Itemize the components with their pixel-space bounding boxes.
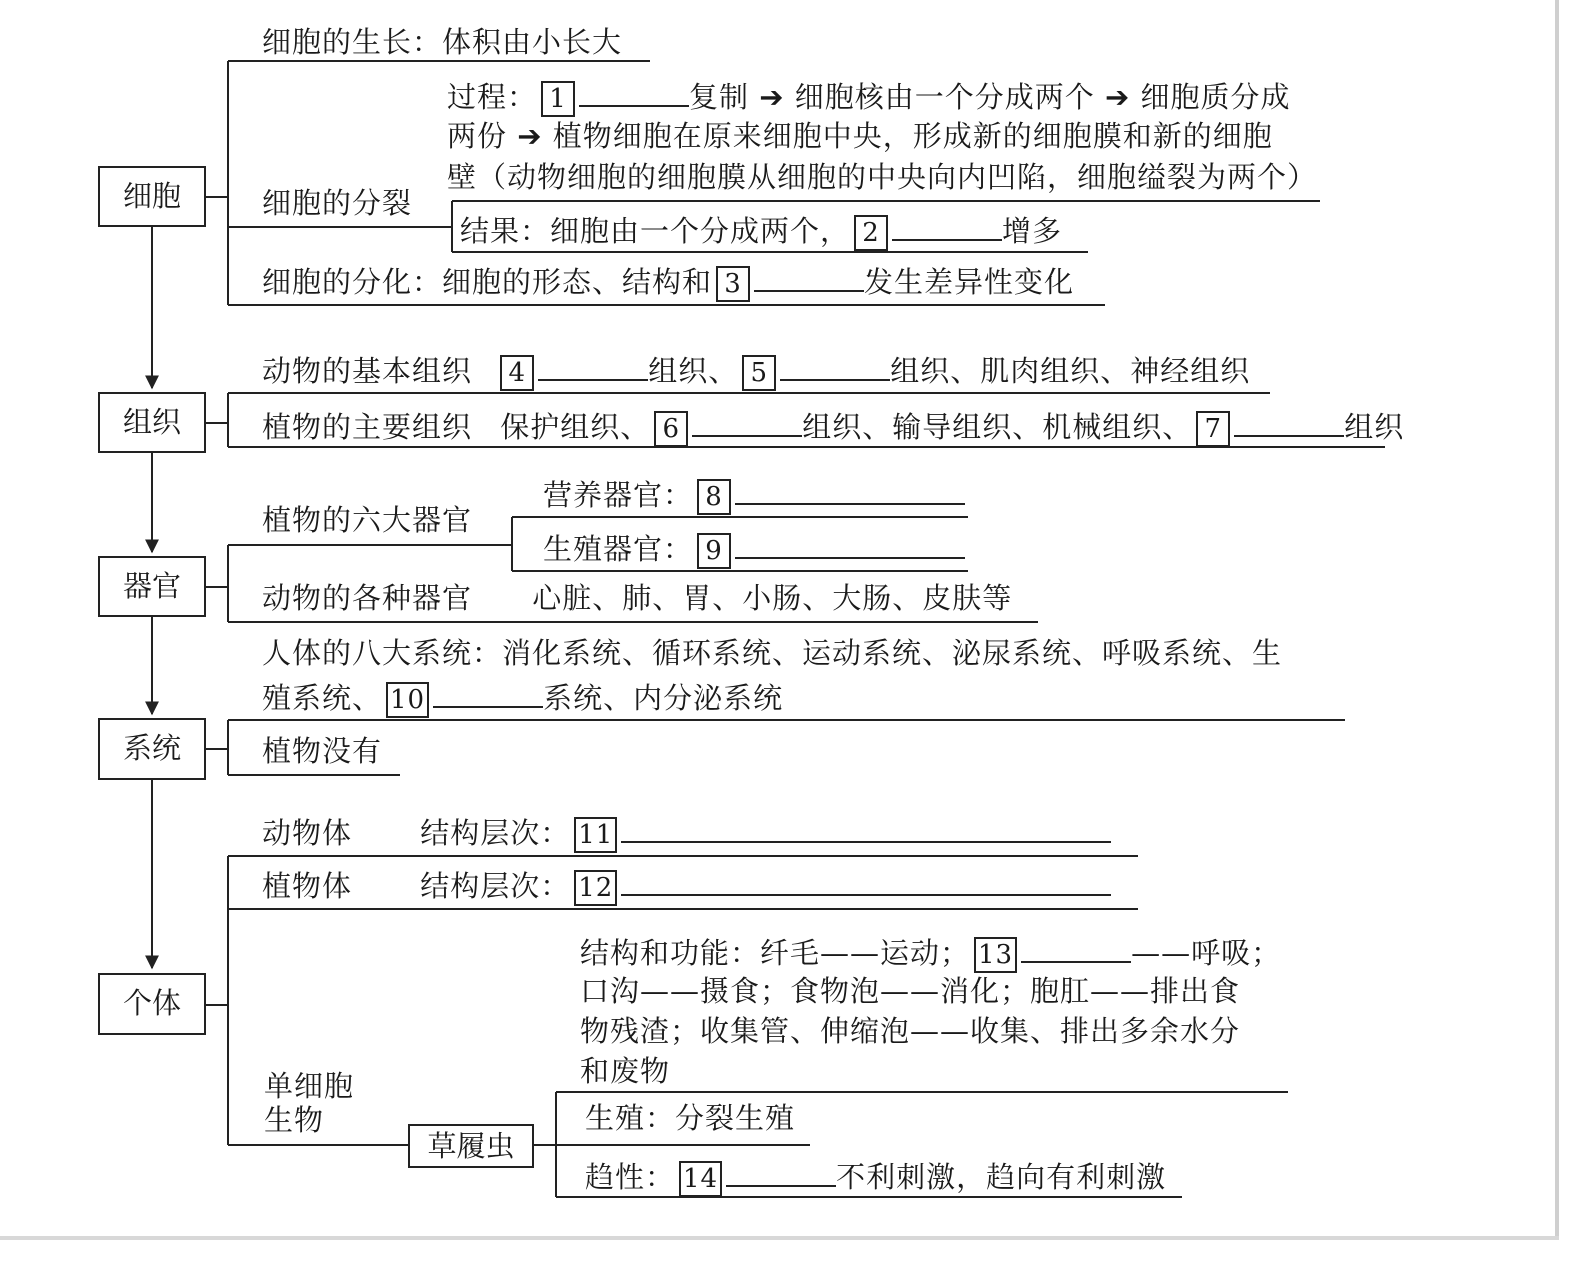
plant-body-line <box>262 864 1111 906</box>
paramecium-structure-line3: 物残渣；收集管、伸缩泡——收集、排出多余水分 <box>580 1014 1241 1048</box>
result-prefix: 结果：细胞由一个分成两个， <box>460 214 851 248</box>
level-box-tissue: 组织 <box>98 392 206 453</box>
blank-number-13: 13 <box>974 937 1017 973</box>
answer-blank-5[interactable] <box>780 349 890 381</box>
answer-blank-9[interactable] <box>735 527 965 559</box>
cell-differentiation-line <box>262 260 1074 302</box>
unicellular-label-line2: 生物 <box>264 1103 325 1137</box>
answer-blank-12[interactable] <box>621 864 1111 896</box>
human-system-suffix: 系统、内分泌系统 <box>543 681 784 715</box>
answer-blank-1[interactable] <box>579 75 689 107</box>
differentiation-suffix: 发生差异性变化 <box>864 265 1075 299</box>
plant-tissue-prefix: 保护组织、 <box>500 410 651 444</box>
cell-division-label: 细胞的分裂 <box>262 186 413 220</box>
plant-structure-prefix: 结构层次： <box>420 869 571 903</box>
human-system-prefix: 殖系统、 <box>262 681 383 715</box>
blank-number-14: 14 <box>679 1161 722 1197</box>
animal-tissue-label: 动物的基本组织 <box>262 354 473 388</box>
answer-blank-2[interactable] <box>892 209 1002 241</box>
answer-blank-13[interactable] <box>1021 931 1131 963</box>
structure-suffix: ——呼吸； <box>1131 936 1282 970</box>
result-suffix: 增多 <box>1002 214 1063 248</box>
animal-tissue-line <box>262 349 1250 391</box>
plant-tissue-line <box>262 405 1404 447</box>
animal-tissue-mid: 组织、 <box>648 354 739 388</box>
division-process-line1 <box>447 75 1291 117</box>
paramecium-taxis-line <box>585 1155 1166 1197</box>
page-edge-bottom <box>0 1236 1559 1240</box>
blank-number-1: 1 <box>541 81 575 117</box>
answer-blank-6[interactable] <box>692 405 802 437</box>
plant-tissue-suffix: 组织 <box>1344 410 1405 444</box>
differentiation-prefix: 细胞的分化：细胞的形态、结构和 <box>262 265 713 299</box>
blank-number-9: 9 <box>697 533 731 569</box>
animal-organ-line <box>262 578 1012 618</box>
blank-number-4: 4 <box>500 355 534 391</box>
animal-body-line <box>262 811 1111 853</box>
level-box-cell: 细胞 <box>98 166 206 227</box>
answer-blank-11[interactable] <box>621 811 1111 843</box>
blank-number-5: 5 <box>742 355 776 391</box>
answer-blank-14[interactable] <box>726 1155 836 1187</box>
blank-number-10: 10 <box>386 682 429 718</box>
taxis-prefix: 趋性： <box>585 1160 676 1194</box>
blank-number-7: 7 <box>1196 411 1230 447</box>
reproductive-organ-line <box>543 527 965 569</box>
blank-number-11: 11 <box>574 817 617 853</box>
cell-growth-text: 细胞的生长：体积由小长大 <box>262 25 623 59</box>
blank-number-12: 12 <box>574 870 617 906</box>
division-result-line <box>460 209 1062 251</box>
paramecium-structure-line4: 和废物 <box>580 1054 671 1088</box>
plant-tissue-mid: 组织、输导组织、机械组织、 <box>802 410 1193 444</box>
blank-number-3: 3 <box>716 266 750 302</box>
process-after-blank: 复制 ➔ 细胞核由一个分成两个 ➔ 细胞质分成 <box>689 80 1291 114</box>
structure-prefix: 结构和功能：纤毛——运动； <box>580 936 971 970</box>
answer-blank-7[interactable] <box>1234 405 1344 437</box>
division-process-line2: 两份 ➔ 植物细胞在原来细胞中央，形成新的细胞膜和新的细胞 <box>447 119 1273 153</box>
division-process-line3: 壁（动物细胞的细胞膜从细胞的中央向内凹陷，细胞缢裂为两个） <box>447 160 1318 194</box>
plant-system-text: 植物没有 <box>262 734 383 768</box>
level-box-organ: 器官 <box>98 556 206 617</box>
paramecium-structure-line1 <box>580 931 1281 973</box>
taxis-suffix: 不利刺激，趋向有利刺激 <box>836 1160 1167 1194</box>
plant-organ-label: 植物的六大器官 <box>262 503 473 537</box>
blank-number-2: 2 <box>854 215 888 251</box>
human-system-line2 <box>262 676 783 718</box>
animal-organ-list: 心脏、肺、胃、小肠、大肠、皮肤等 <box>532 581 1013 615</box>
vegetative-organ-line <box>543 473 965 515</box>
plant-tissue-label: 植物的主要组织 <box>262 410 473 444</box>
reproductive-prefix: 生殖器官： <box>543 532 694 566</box>
animal-tissue-suffix: 组织、肌肉组织、神经组织 <box>890 354 1251 388</box>
animal-structure-prefix: 结构层次： <box>420 816 571 850</box>
level-box-individual: 个体 <box>98 973 206 1035</box>
process-prefix: 过程： <box>447 80 538 114</box>
level-box-system: 系统 <box>98 718 206 780</box>
paramecium-box: 草履虫 <box>408 1124 534 1168</box>
human-system-line1: 人体的八大系统：消化系统、循环系统、运动系统、泌尿系统、呼吸系统、生 <box>262 636 1283 670</box>
paramecium-reproduction: 生殖：分裂生殖 <box>585 1101 796 1135</box>
animal-organ-label: 动物的各种器官 <box>262 581 473 615</box>
answer-blank-4[interactable] <box>538 349 648 381</box>
blank-number-6: 6 <box>654 411 688 447</box>
blank-number-8: 8 <box>697 479 731 515</box>
paramecium-structure-line2: 口沟——摄食；食物泡——消化；胞肛——排出食 <box>580 974 1241 1008</box>
unicellular-label-line1: 单细胞 <box>264 1069 355 1103</box>
answer-blank-10[interactable] <box>433 676 543 708</box>
animal-body-label: 动物体 <box>262 816 353 850</box>
page-edge-right <box>1555 0 1559 1240</box>
answer-blank-3[interactable] <box>754 260 864 292</box>
plant-body-label: 植物体 <box>262 869 353 903</box>
vegetative-prefix: 营养器官： <box>543 478 694 512</box>
answer-blank-8[interactable] <box>735 473 965 505</box>
